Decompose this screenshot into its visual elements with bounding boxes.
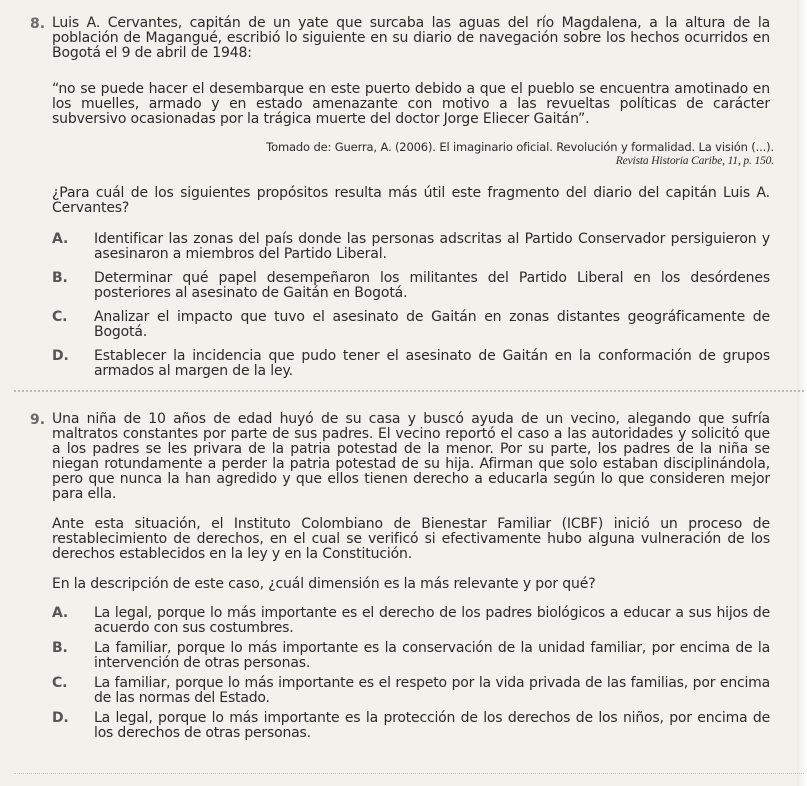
option-d[interactable] [52, 711, 770, 741]
source-reference: Tomado de: Guerra, A. (2006). El imaginario oficial. Revolución y formalidad. La visión (...). [266, 140, 774, 154]
source-journal: Revista Historia Caribe, 11, p. 150. [615, 155, 774, 167]
option-a[interactable] [52, 606, 770, 636]
question-stem: Una niña de 10 años de edad huyó de su casa y buscó ayuda de un vecino, alegando que sufría maltratos constantes por parte de sus padres. El vecino reportó el caso a las autoridades y solicitó que a los padres se les privara de la patria potestad de la menor. Por su parte, los padres de la niña se niegan rotundamente a perder la patria potestad de su hija. Afirman que solo estaban disciplinándola, pero que nunca la han agredido y que ellos tienen derecho a educarla según lo que consideren mejor para ella. [52, 411, 770, 502]
question-prompt: En la descripción de este caso, ¿cuál dimensión es la más relevante y por qué? [52, 576, 596, 592]
question-9 [30, 412, 770, 746]
option-letter: B. [52, 640, 68, 656]
option-b[interactable] [52, 271, 770, 301]
option-letter: C. [52, 309, 68, 325]
option-c[interactable] [52, 676, 770, 706]
option-c[interactable] [52, 310, 770, 340]
option-text: La familiar, porque lo más importante es la conservación de la unidad familiar, por encima de la intervención de otras personas. [94, 640, 770, 671]
option-letter: B. [52, 270, 68, 286]
option-text: Establecer la incidencia que pudo tener el asesinato de Gaitán en la conformación de grupos armados al margen de la ley. [94, 348, 770, 379]
option-letter: D. [52, 710, 69, 726]
option-text: Analizar el impacto que tuvo el asesinato de Gaitán en zonas distantes geográficamente de Bogotá. [94, 309, 770, 340]
question-8 [30, 15, 774, 388]
option-letter: A. [52, 231, 69, 247]
bottom-divider [14, 773, 804, 774]
option-text: La legal, porque lo más importante es el derecho de los padres biológicos a educar a sus hijos de acuerdo con sus costumbres. [94, 605, 770, 636]
option-letter: A. [52, 605, 69, 621]
section-divider [14, 390, 804, 392]
option-a[interactable] [52, 232, 770, 262]
question-prompt: ¿Para cuál de los siguientes propósitos resulta más útil este fragmento del diario del capitán Luis A. Cervantes? [52, 185, 770, 216]
source-citation [52, 140, 774, 168]
option-letter: D. [52, 348, 69, 364]
question-stem: Luis A. Cervantes, capitán de un yate que surcaba las aguas del río Magdalena, a la altura de la población de Magangué, escribió lo siguiente en su diario de navegación sobre los hechos ocurridos en Bogotá el 9 de abril de 1948: [52, 15, 770, 61]
page-edge [797, 0, 807, 786]
diary-quote: “no se puede hacer el desembarque en este puerto debido a que el pueblo se encuentra amotinado en los muelles, armado y en estado amenazante con motivo a las revueltas políticas de carácter subversivo ocasionadas por la trágica muerte del doctor Jorge Eliecer Gaitán”. [52, 81, 770, 127]
option-text: Determinar qué papel desempeñaron los militantes del Partido Liberal en los desórdenes posteriores al asesinato de Gaitán en Bogotá. [94, 270, 770, 301]
option-text: Identificar las zonas del país donde las personas adscritas al Partido Conservador persiguieron y asesinaron a miembros del Partido Liberal. [94, 231, 770, 262]
case-context: Ante esta situación, el Instituto Colombiano de Bienestar Familiar (ICBF) inició un proceso de restablecimiento de derechos, en el cual se verificó si efectivamente hubo alguna vulneración de los derechos establecidos en la ley y en la Constitución. [52, 516, 770, 562]
option-d[interactable] [52, 349, 770, 379]
option-text: La familiar, porque lo más importante es el respeto por la vida privada de las familias, por encima de las normas del Estado. [94, 675, 770, 706]
question-number: 8. [30, 16, 46, 32]
answer-options [52, 232, 770, 379]
answer-options [52, 606, 770, 741]
option-b[interactable] [52, 641, 770, 671]
option-letter: C. [52, 675, 68, 691]
question-number: 9. [30, 412, 46, 428]
option-text: La legal, porque lo más importante es la protección de los derechos de los niños, por encima de los derechos de otras personas. [94, 710, 770, 741]
